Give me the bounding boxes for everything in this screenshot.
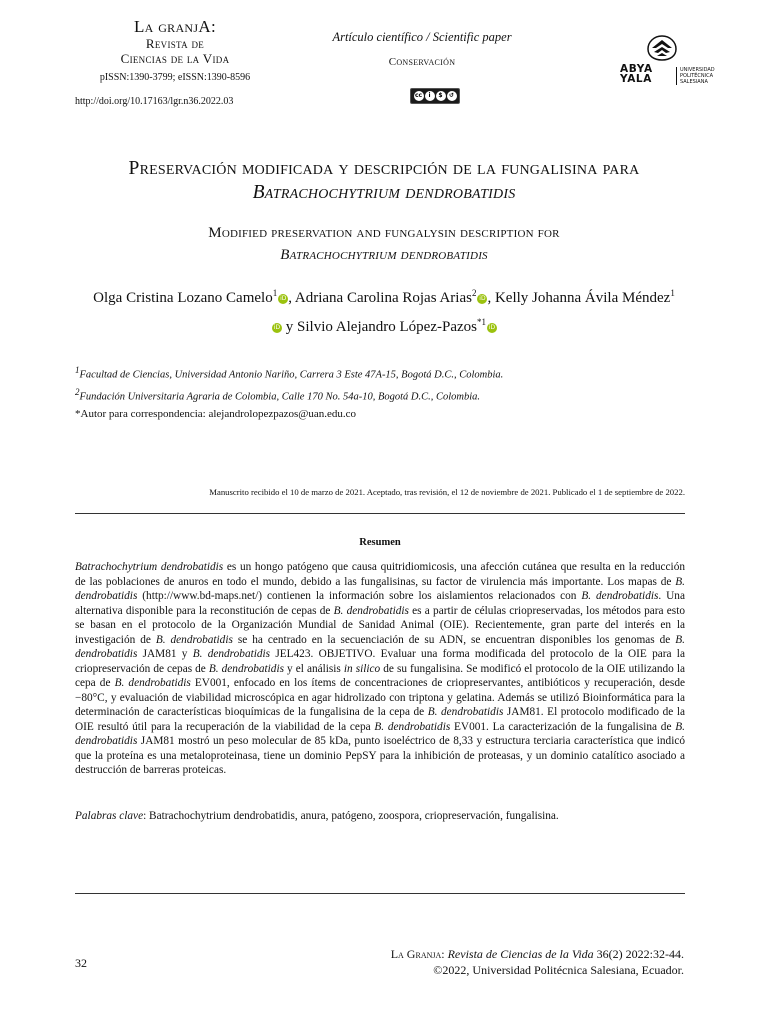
- cc-icon: cc: [414, 92, 423, 99]
- keywords-text: : Batrachochytrium dendrobatidis, anura, patógeno, zoospora, criopreservación, fungalisina.: [143, 810, 559, 822]
- title-en-species: Batrachochytrium dendrobatidis: [280, 247, 488, 263]
- title-es-species: Batrachochytrium dendrobatidis: [252, 182, 516, 203]
- affiliation-1-mark: 1: [75, 365, 80, 375]
- abstract-text: es a partir de células criopreservadas, los métodos para esto se basan en el protocolo de la Organización Mundial de Sanidad Animal (OIE). Recientemente, gran parte del interés en la investigación de: [75, 604, 685, 646]
- journal-masthead: [75, 18, 275, 83]
- abstract-text: de su fungalisina. Se modificó el protocolo de la OIE utilizando la cepa de: [75, 662, 685, 689]
- orcid-icon[interactable]: iD: [273, 323, 281, 331]
- issn: pISSN:1390-3799; eISSN:1390-8596: [99, 72, 251, 83]
- university-logo: [618, 34, 715, 90]
- nc-icon: $: [436, 91, 446, 101]
- author-4-affil: *1: [476, 317, 486, 327]
- corresponding-author: *Autor para correspondencia: alejandrolopezpazos@uan.edu.co: [75, 408, 357, 420]
- abstract-text: EV001, enfocado en los ítems de concentraciones de criopreservantes, antibióticos y recuperación, desde −80°C, y evaluación de viabilidad microscópica en agar hidrolizado con triptona y gelatina. Además se utilizó Bioinformática para la determinación de características bioquímicas de la fungalisina de la cepa de: [75, 677, 685, 718]
- abstract-text: JEL423. OBJETIVO. Evaluar una forma modificada del protocolo de la OIE para la criopreservación de cepas de: [75, 648, 685, 675]
- affiliation-2-mark: 2: [75, 386, 80, 397]
- affiliation-2: [75, 384, 695, 406]
- orcid-icon[interactable]: iD: [488, 323, 496, 331]
- footer-journal: La Granja:: [390, 947, 445, 961]
- abstract-text: JAM81 mostró un peso molecular de 85 kDa, punto isoeléctrico de 8,33 y estructura terciaria característica que indicó que la proteína es una metaloproteinasa, tiene un dominio PepSY para la inhibición de proteasas, y un dominio catalítico asociado a destrucción de barreras proteicas.: [75, 735, 685, 776]
- abstract-text: JAM81. El protocolo modificado de la OIE resultó útil para la recuperación de la viabilidad de la cepa: [75, 706, 685, 733]
- orcid-icon[interactable]: iD: [479, 294, 486, 302]
- abstract-paragraph: [75, 560, 685, 778]
- author-conjunction: y: [285, 319, 294, 335]
- keywords-label: Palabras clave: [75, 810, 144, 822]
- affiliation-1: [75, 362, 695, 384]
- abstract-italic-term: B. dendrobatidis: [114, 677, 191, 689]
- abstract-italic-term: B. dendrobatidis: [208, 662, 284, 675]
- footer-journal-italic: Revista de Ciencias de la Vida: [447, 947, 594, 961]
- manuscript-dates: Manuscrito recibido el 10 de marzo de 2021. Aceptado, tras revisión, el 12 de noviembre de 2021. Publicado el 1 de septiembre de 2022.: [209, 487, 685, 497]
- abstract-italic-term: B. dendrobatidis: [75, 575, 685, 602]
- author-3: Kelly Johanna Ávila Méndez: [494, 290, 671, 306]
- abstract-text: es un hongo patógeno que causa quitridiomicosis, una afección cutánea que resulta en la reducción de las poblaciones de anuros en todo el mundo, debido a las fungalisinas, su factor de virulencia más importante. Los mapas de: [75, 561, 685, 588]
- author-4: Silvio Alejandro López-Pazos: [297, 319, 477, 335]
- author-2: Adriana Carolina Rojas Arias: [294, 290, 472, 306]
- abstract-text: (http://www.bd-maps.net/) contienen la información sobre los aislamientos relacionados con: [137, 590, 582, 602]
- divider-top: [75, 513, 685, 514]
- section-label: Conservación: [388, 56, 456, 68]
- abstract-italic-term: B. dendrobatidis: [581, 590, 659, 602]
- affiliations: [75, 362, 695, 405]
- journal-subtitle: Revista de: [145, 36, 205, 51]
- abstract-italic-term: B. dendrobatidis: [427, 706, 504, 718]
- abstract-text: . Una alternativa disponible para la reconstitución de cepas de: [75, 590, 685, 617]
- abstract-italic-term: B. dendrobatidis: [374, 720, 451, 733]
- footer-citation: [330, 946, 684, 978]
- author-1-affil: 1: [272, 288, 278, 298]
- author-list: Olga Cristina Lozano Camelo$^1$iD , Adriana Carolina Rojas Arias$^2$iD , Kelly Johanna Ávila Méndez$^1$iD y Silvio Alejandro López-Pazos$^{*1}$iD: [93, 288, 675, 335]
- affiliation-2-text: Fundación Universitaria Agraria de Colombia, Calle 170 No. 54a-10, Bogotá D.C., Colombia.: [79, 391, 481, 402]
- abstract-text: JAM81 y: [137, 648, 193, 660]
- affiliation-1-text: Facultad de Ciencias, Universidad Antonio Nariño, Carrera 3 Este 47A-15, Bogotá D.C., Colombia.: [79, 369, 504, 381]
- article-type: Artículo científico / Scientific paper: [332, 30, 512, 44]
- title-es-text: Preservación modificada y descripción de la fungalisina para: [128, 158, 640, 179]
- journal-subtitle-2: Ciencias de la Vida: [120, 51, 230, 66]
- title-spanish: [60, 157, 708, 205]
- doi-link[interactable]: http://doi.org/10.17163/lgr.n36.2022.03: [75, 96, 234, 107]
- abstract-italic-term: B. dendrobatidis: [192, 648, 271, 660]
- by-icon: i: [425, 91, 435, 101]
- cc-license-icon[interactable]: [410, 88, 460, 104]
- logo-line-2: YALA: [620, 73, 652, 85]
- abstract-italic-term: Batrachochytrium dendrobatidis: [75, 561, 224, 573]
- sa-icon: ↺: [447, 91, 457, 101]
- logo-wordmark: [620, 64, 653, 84]
- author-2-affil: 2: [471, 288, 477, 298]
- abstract-italic-term: in silico: [343, 662, 381, 675]
- abstract-text: EV001. La caracterización de la fungalisina de: [450, 720, 676, 733]
- logo-line-1: ABYA: [620, 63, 653, 75]
- footer-copyright: ©2022, Universidad Politécnica Salesiana, Ecuador.: [433, 963, 684, 977]
- abstract-italic-term: B. dendrobatidis: [333, 604, 409, 617]
- title-english: [60, 222, 708, 266]
- abstract-italic-term: B. dendrobatidis: [75, 720, 685, 747]
- orcid-icon[interactable]: iD: [280, 294, 287, 302]
- author-3-affil: 1: [670, 288, 675, 298]
- abstract-italic-term: B. dendrobatidis: [75, 633, 685, 660]
- abstract-body: [75, 560, 685, 778]
- abstract-italic-term: B. dendrobatidis: [155, 633, 233, 646]
- author-1: Olga Cristina Lozano Camelo: [93, 290, 273, 306]
- title-en-text: Modified preservation and fungalysin description for: [208, 225, 560, 241]
- abstract-heading: Resumen: [359, 537, 401, 548]
- abstract-text: se ha centrado en la secuenciación de su ADN, se encuentran disponibles los genomas de: [232, 633, 676, 646]
- page-number: 32: [75, 956, 87, 970]
- footer-line-1: [330, 946, 684, 962]
- condor-logo-icon: [640, 34, 684, 62]
- divider-bottom: [75, 893, 685, 894]
- journal-title: La granjA:: [134, 17, 216, 36]
- logo-university-name: UNIVERSIDAD POLITÉCNICA SALESIANA: [676, 67, 712, 85]
- keywords: [75, 810, 685, 822]
- abstract-text: y el análisis: [284, 662, 344, 675]
- footer-issue: 36(2) 2022:32-44.: [596, 947, 684, 961]
